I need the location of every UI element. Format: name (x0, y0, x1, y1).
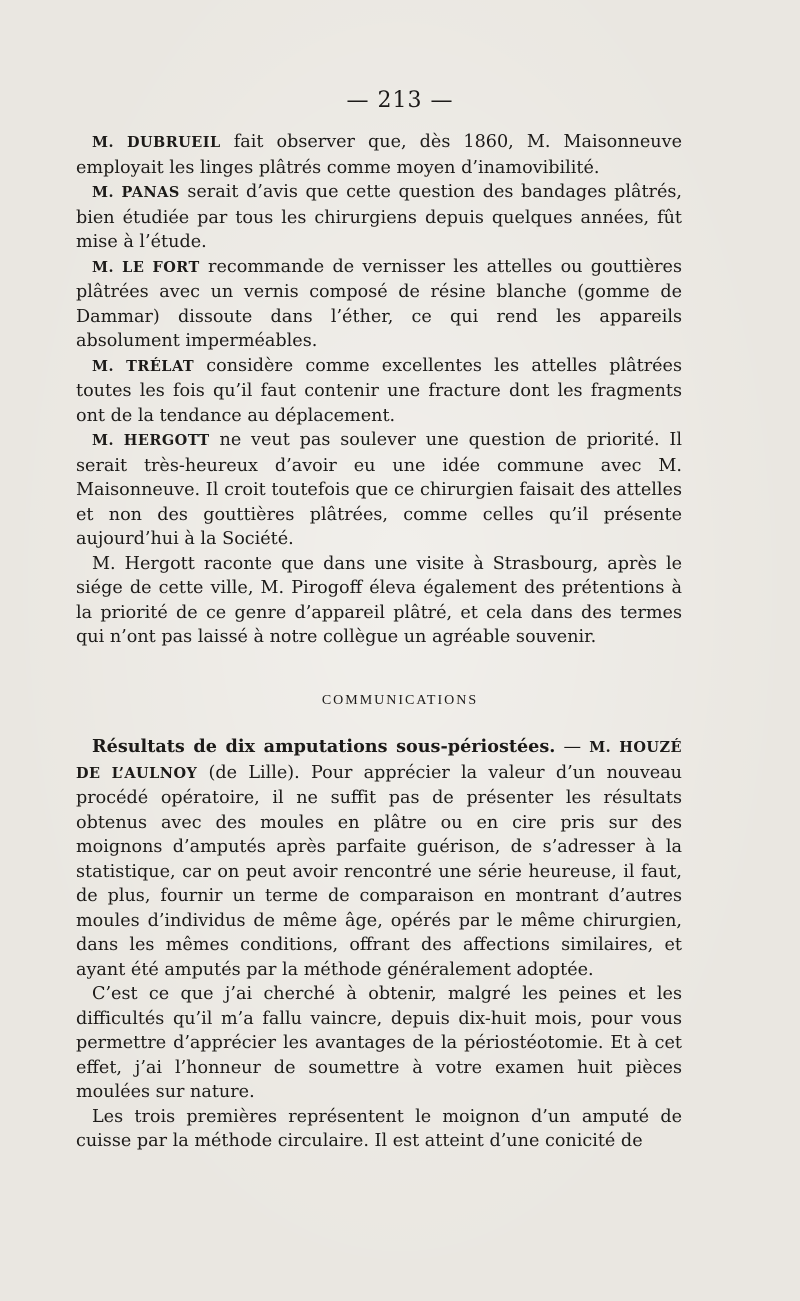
paragraph-dubrueil (76, 130, 682, 180)
speaker-name: M. LE FORT (92, 258, 200, 276)
page-number: — 213 — (346, 88, 454, 113)
paragraph-hergott (76, 428, 682, 552)
section-heading: COMMUNICATIONS (321, 693, 479, 708)
paragraph-le-fort (76, 255, 682, 354)
paragraph-text: ne veut pas soulever une question de priorité. Il serait très-heureux d’avoir eu une idée commune avec M. Maisonneuve. Il croit toutefois que ce chirurgien faisait des attelles et non des gouttières plâtrées, comme celles qu’il présente aujourd’hui à la Société. (76, 430, 682, 549)
paragraph-text: serait d’avis que cette question des bandages plâtrés, bien étudiée par tous les chirurgiens depuis quelques années, fût mise à l’étude. (76, 182, 682, 252)
speaker-name: M. PANAS (92, 184, 180, 201)
paragraph-text: considère comme excellentes les attelles plâtrées toutes les fois qu’il faut contenir une fracture dont les fragments ont de la tendance au déplacement. (76, 355, 682, 426)
paragraph-text: M. Hergott raconte que dans une visite à Strasbourg, après le siége de cette ville, M. Pirogoff éleva également des prétentions à la priorité de ce genre d’appareil plâtré, et cela dans des termes qui n’ont pas laissé à notre collègue un agréable souvenir. (76, 553, 682, 647)
paragraph-text: fait observer que, dès 1860, M. Maisonneuve employait les linges plâtrés comme moyen d’inamovibilité. (76, 132, 682, 178)
communication-intro (76, 735, 682, 982)
communication-section (76, 735, 682, 1154)
paragraph-trelat (76, 354, 682, 429)
communication-author: M. HOUZÉ DE L’AULNOY (76, 739, 683, 782)
paragraph-text: (de Lille). Pour apprécier la valeur d’un nouveau procédé opératoire, il ne suffit pas de présenter les résultats obtenus avec des moules en plâtre ou en cire pris sur des moignons d’amputés après parfaite guérison, de s’adresser à la statistique, car on peut avoir rencontré une série heureuse, il faut, de plus, fournir un terme de comparaison en montrant d’autres moules d’individus de même âge, opérés par le même chirurgien, dans les mêmes conditions, offrant des affections similaires, et ayant été amputés par la méthode généralement adoptée. (76, 762, 683, 980)
paragraph-text: recommande de vernisser les attelles ou gouttières plâtrées avec un vernis composé de résine blanche (gomme de Dammar) dissoute dans l’éther, ce qui rend les appareils absolument imperméables. (76, 256, 682, 351)
communication-title: Résultats de dix amputations sous-périostées. (92, 736, 556, 757)
paragraph-trois-premieres: Les trois premières représentent le moignon d’un amputé de cuisse par la méthode circulaire. Il est atteint d’une conicité de (76, 1106, 682, 1151)
speaker-name: M. TRÉLAT (92, 357, 195, 375)
speaker-name: M. DUBRUEIL (92, 134, 221, 151)
speaker-name: M. HERGOTT (92, 432, 210, 449)
title-separator: — (555, 737, 590, 757)
paragraph-panas (76, 180, 682, 255)
paragraph-periosteotomie: C’est ce que j’ai cherché à obtenir, malgré les peines et les difficultés qu’il m’a fallu vaincre, depuis dix-huit mois, pour vous permettre d’apprécier les avantages de la périostéotomie. Et à cet effet, j’ai l’honneur de soumettre à votre examen huit pièces moulées sur nature. (76, 984, 682, 1102)
paragraph-hergott-strasbourg (76, 552, 682, 650)
discussion-section (76, 130, 682, 650)
